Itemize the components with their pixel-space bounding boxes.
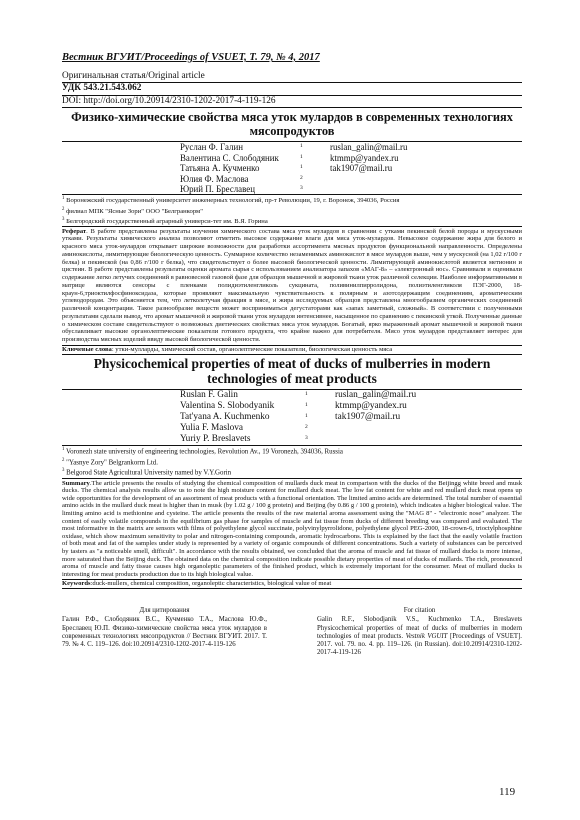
affiliation: $^1$ Воронежский государственный университет инженерных технологий, пр-т Революции, 19, г. Воронеж, 394036, Россия [62,196,400,205]
abstract-text: . В работе представлены результаты изучения химического состава мяса уток мулардов в сравнении с утками пекинской белой породы и мускусными утками. Результаты химического анализа позволяют отметить высокое содержание влаги для мяса уток-мулардов. Невысокое содержание жира для белого и красного мяса уток-мулардов открывает широкие возможности для разработки ассортимента мясных продуктов функциональной направленности. Определены аминокислоты, лимитирующие биологическую ценность. Суммарное количество незаменимых аминокислот в мясе мулардов выше, чем у мускусной (на 1,02 г/100 г белка) и пекинской (на 0,86 г/100 г белка), что свидетельствует о более высокой биологической ценности. Лимитирующей аминокислотой является метионин и цистеин. В работе представлены результаты оценки аромата сырья с использованием анализатора запахов «МАГ-8» – «электронный нос». Сравнивали и оценивали содержание легко летучих соединений в равновесной газовой фазе для образцов мышечной и жировой ткани уток различной селекции. Наиболее информативными в матрице являются сенсоры с пленками полидиэтиленгликоль сукцината, поливинилпирролидона, полиэтиленгликоля ПЭГ-2000, 18-краун-6,триоктилфосфиноксидаза, которые проявляют максимальную чувствительность к полярным и азотсодержащим соединениям, ароматическим углеводородам. Это объясняется тем, что летколетучая фракция в мясе, и жира исследуемых образцов представлена многообразием органических соединений различной концентрации. Такое разнообразие веществ может восприниматься дегустаторами как «запах заметный, сложный». В соответствии с полученными результатами сделали вывод, что аромат мышечной и жировой ткани уток мулардов интенсивнее, насыщенное по сравнению с пекинской уткой. Полученные данные о химическом составе свидетельствуют о возможных диетических свойствах мяса уток мулардов. Богатый, ярко выраженный аромат мышечной и жировой ткани обуславливает высокие органолептические показатели готового продукта, что крайне важно для потребителя. Мясо уток мулардов представляет интерес для производства мясных изделий ввиду высокой биологической ценности. [62,227,522,344]
author-sup: 1 [300,153,303,160]
author-row [180,412,480,423]
author-sup: 2 [305,424,308,431]
author-name: Татьяна А. Кучменко [180,163,260,174]
abstract-label: Summary [62,479,90,487]
author-name: Tat'yana A. Kuchmenko [180,412,270,423]
keywords-ru: Ключевые слова: утки-мулларды, химический состав, органолептические показатели, биологическая ценность мяса [62,345,393,353]
citation-text: Galin R.F., Slobodjanik V.S., Kuchmenko T.A., Breslavets Physicochemical properties of meat of ducks of mulberries in modern technologies of meat products. Vestnik VGUIT [Proceedings of VSUET]. 2017. vol. 79. no. 4. pp. 119–126. (in Russian). doi:10.20914/2310-1202-2017-4-119-126 [317,616,522,656]
author-email[interactable]: ruslan_galin@mail.ru [335,390,417,401]
author-row [180,142,480,152]
author-sup: 1 [305,391,308,398]
affiliations-ru [62,195,522,225]
authors-ru [180,142,480,194]
affiliation: $^3$ Belgorod State Agricultural University named by V.Y.Gorin [62,468,232,477]
abstract-ru [62,228,522,344]
author-sup: 2 [300,174,303,181]
author-email[interactable]: ktmmp@yandex.ru [335,401,407,412]
author-sup: 3 [300,185,303,192]
author-row [180,174,480,184]
author-sup: 1 [300,164,303,171]
affiliation: $^3$ Белгородский государственный аграрный универси-тет им. В.Я. Горина [62,216,268,225]
article-type: Оригинальная статья/Original article [62,71,205,81]
affiliation: $^2$ "Yasnye Zory" Belgrankorm Ltd. [62,457,158,466]
author-row [180,401,480,412]
page-number: 119 [499,786,516,798]
abstract-text: .The article presents the results of studying the chemical composition of mullards duck meat in comparison with the ducks of the Beijingg white breed and musk ducks. The chemical analysis results allow us to note the high moisture content for mullard duck meat. The low fat content for white and red mullard duck meat opens up wide opportunities for the development of an assortment of meat products with a functional orientation. The limited amino acids are determined. The total number of essential amino acids in the mullard duck meat is higher than in musk (by 1.02 g / 100 g protein) and Beijing (by 0.86 g / 100 g protein), which indicates a higher biological value. The limiting amino acid is methionine and cysteine. The article presents the results of the raw material aroma assessment using the "MAG 8" - "electronic nose" analyzer. The content of easily volatile compounds in the equilibrium gas phase for samples of muscle and fat tissue from ducks of different breeding was compared and evaluated. The most informative in the matrix are sensors with films of polyethylene glycol succinate, polyvinylpyrrolidone, polyethylene glycol PEG-2000, 18-crown-6, trioctylphosphine oxidase, which show maximum sensitivity to polar and nitrogen-containing compounds, aromatic hydrocarbons. This is explained by the fact that the easily volatile fraction of both meat and fat of the samples under study is represented by a variety of organic compounds of different concentrations. Such a variety of substances can be perceived by tasters as "a noticeable smell, difficult". In accordance with the results obtained, we concluded that the aroma of muscle and fat tissue of mullard ducks is more intense, more saturated than the Beijing duck. The obtained data on the chemical composition indicate possible dietary properties of meat of ducks of mullards. The rich, pronounced aroma of muscle and fatty tissue causes high organoleptic parameters of the finished product, which is extremely important for the consumer. Meat of mullard ducks is interesting for meat products production due to its high biological value. [62,479,522,578]
doi: DOI: http://doi.org/10.20914/2310-1202-2017-4-119-126 [62,95,276,106]
author-name: Юрий П. Бреславец [180,184,255,195]
citation-block [62,607,522,657]
author-row [180,423,480,434]
author-row [180,390,480,401]
author-name: Yuriy P. Breslavets [180,434,251,445]
author-email[interactable]: tak1907@mail.ru [330,163,393,174]
author-sup: 1 [305,402,308,409]
author-row [180,163,480,173]
article-page [62,52,522,657]
abstract-en [62,480,522,579]
author-sup: 3 [305,435,308,442]
abstract-label: Реферат [62,227,87,235]
author-name: Валентина С. Слободяник [180,152,279,163]
author-name: Юлия Ф. Маслова [180,173,249,184]
author-row [180,184,480,194]
author-row [180,434,480,445]
affiliation: $^1$ Voronezh state university of engineering technologies, Revolution Av., 19 Voronezh, 394036, Russia [62,447,343,456]
affiliation: $^2$ филиал МПК "Ясные Зори" ООО "Белгранкорм" [62,206,203,215]
author-name: Руслан Ф. Галин [180,142,243,153]
author-name: Ruslan F. Galin [180,390,238,401]
author-sup: 1 [300,143,303,150]
author-name: Valentina S. Slobodyanik [180,401,275,412]
author-email[interactable]: ruslan_galin@mail.ru [330,142,408,153]
author-name: Yulia F. Maslova [180,423,244,434]
citation-ru [62,607,267,657]
affiliations-en [62,446,522,478]
keywords-en: Keywords:duck-mullers, chemical composition, organoleptic characteristics, biological value of meat [62,580,332,588]
authors-en [180,390,480,445]
journal-header: Вестник ВГУИТ/Proceedings of VSUET, Т. 79, № 4, 2017 [62,52,320,63]
author-email[interactable]: tak1907@mail.ru [335,412,401,423]
citation-text: Галин Р.Ф., Слободяник В.С., Кучменко Т.А., Маслова Ю.Ф., Бреславец Ю.П. Физико-химические свойства мяса уток мулардов в современных технологиях мясопродуктов // Вестник ВГУИТ. 2017. Т. 79. № 4. С. 119–126. doi:10.20914/2310-1202-2017-4-119-126 [62,616,267,648]
author-row [180,153,480,163]
title-en: Physicochemical properties of meat of ducks of mulberries in modern technologies of meat products [93,355,491,386]
title-ru: Физико-химические свойства мяса уток мулардов в современных технологиях мясопродуктов [71,110,513,138]
author-sup: 1 [305,413,308,420]
citation-en [317,607,522,657]
citation-heading: Для цитирования [139,607,190,615]
citation-heading: For citation [403,607,436,615]
udk: УДК 543.21.543.062 [62,83,142,94]
author-email[interactable]: ktmmp@yandex.ru [330,152,399,163]
